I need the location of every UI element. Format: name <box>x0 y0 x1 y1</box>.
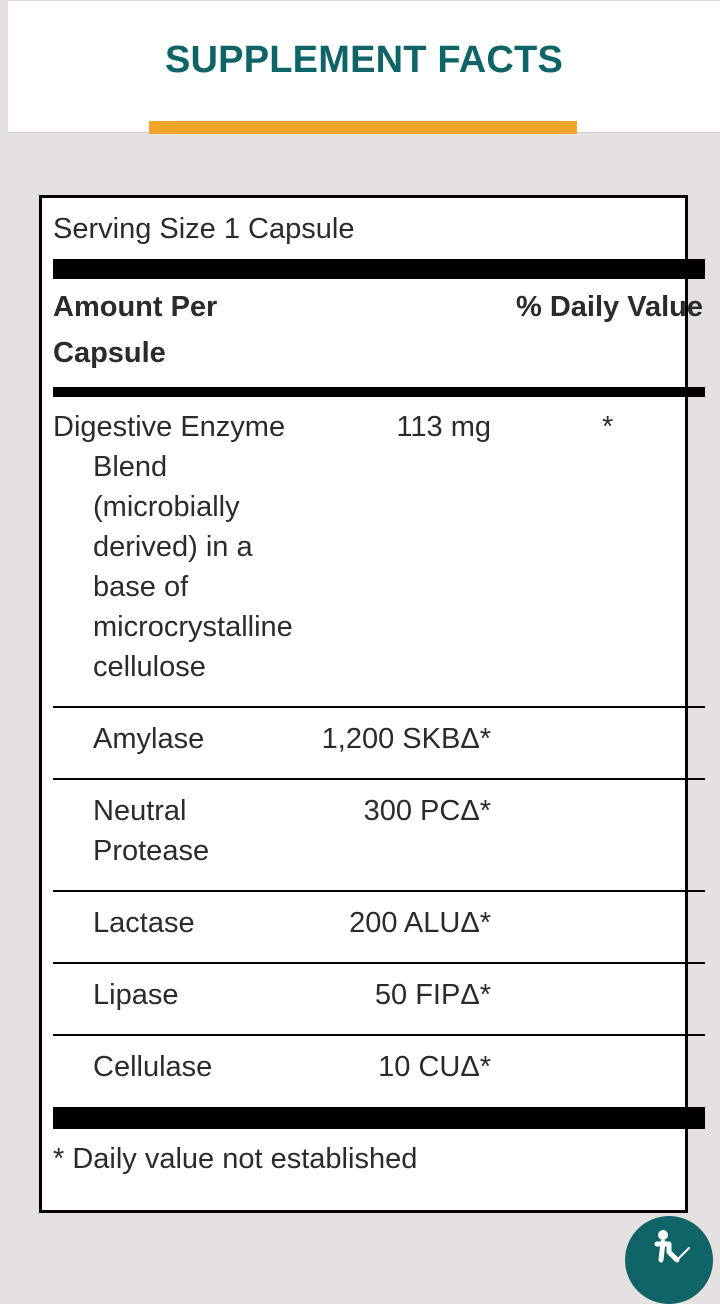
amount-per-header-line2: Capsule <box>53 337 166 369</box>
ingredient-name: Lipase <box>93 979 179 1011</box>
page-title: SUPPLEMENT FACTS <box>164 39 563 81</box>
row-divider <box>53 962 705 964</box>
ingredient-name-cont: cellulose <box>93 651 206 683</box>
ingredient-name-cont: Blend <box>93 451 168 483</box>
thick-divider-top <box>53 259 705 279</box>
ingredient-amount: 50 FIPΔ* <box>374 979 491 1011</box>
ingredient-name: Amylase <box>93 723 205 755</box>
ingredient-name: Neutral <box>93 795 187 827</box>
ingredient-daily-value: * <box>602 411 614 443</box>
ingredient-name-cont: base of <box>93 571 189 603</box>
amount-per-header-line1: Amount Per <box>53 291 218 323</box>
accessibility-button[interactable] <box>625 1216 713 1304</box>
title-underline <box>149 121 577 134</box>
ingredient-name: Cellulase <box>93 1051 213 1083</box>
ingredient-amount: 113 mg <box>396 411 491 443</box>
row-divider <box>53 1034 705 1036</box>
daily-value-header: % Daily Value <box>516 291 703 323</box>
footnote: * Daily value not established <box>53 1143 418 1175</box>
ingredient-name: Lactase <box>93 907 195 939</box>
ingredient-name-cont: microcrystalline <box>93 611 293 643</box>
ingredient-amount: 300 PCΔ* <box>363 795 491 827</box>
ingredient-amount: 200 ALUΔ* <box>349 907 491 939</box>
thick-divider-header <box>53 387 705 397</box>
row-divider <box>53 778 705 780</box>
ingredient-name-cont: Protease <box>93 835 210 867</box>
row-divider <box>53 706 705 708</box>
thick-divider-bottom <box>53 1107 705 1129</box>
row-divider <box>53 890 705 892</box>
ingredient-name-cont: (microbially <box>93 491 240 523</box>
ingredient-amount: 10 CUΔ* <box>378 1051 491 1083</box>
accessibility-icon <box>647 1226 697 1266</box>
page-header <box>8 0 720 133</box>
ingredient-name-cont: derived) in a <box>93 531 253 563</box>
serving-size: Serving Size 1 Capsule <box>53 213 355 245</box>
ingredient-name: Digestive Enzyme <box>53 411 286 443</box>
ingredient-amount: 1,200 SKBΔ* <box>321 723 491 755</box>
